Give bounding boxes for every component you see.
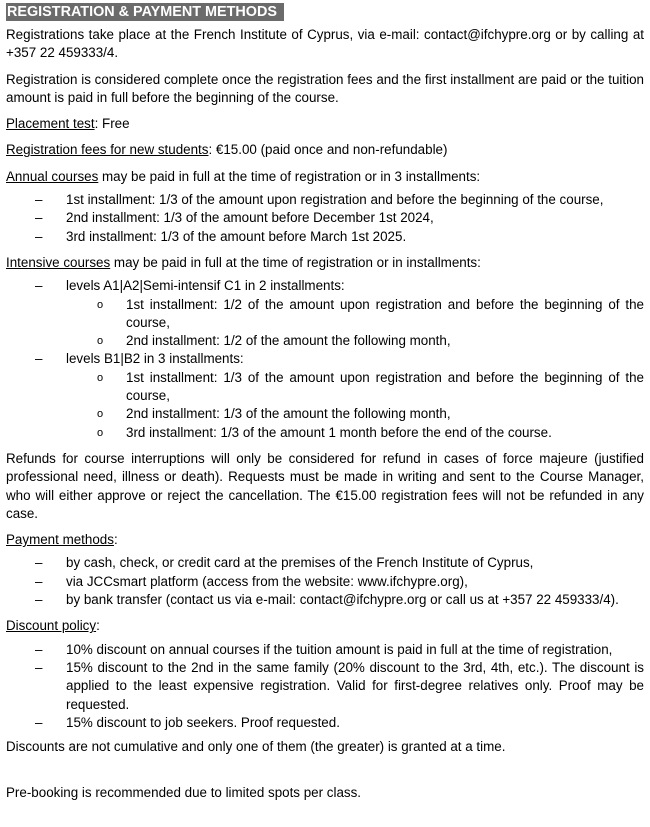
payment-methods-label: Payment methods <box>6 532 114 548</box>
circle-bullet: o <box>97 298 104 311</box>
payment-methods-list <box>6 554 644 609</box>
list-item <box>6 714 644 732</box>
list-item-text: 15% discount to job seekers. Proof requested. <box>66 714 340 730</box>
discount-policy-colon: : <box>96 618 100 634</box>
dash-bullet: – <box>35 659 43 675</box>
registration-complete-paragraph: Registration is considered complete once the registration fees and the first installment are paid or the tuition amount is paid in full before the beginning of the course. <box>6 71 644 105</box>
circle-bullet: o <box>97 408 104 421</box>
intro-paragraph: Registrations take place at the French Institute of Cyprus, via e-mail: contact@ifchypre.org or by calling at +357 22 459333/4. <box>6 27 644 61</box>
sub-list <box>6 369 644 442</box>
dash-bullet: – <box>35 641 43 657</box>
dash-bullet: – <box>35 351 43 367</box>
list-item <box>6 228 644 246</box>
list-item-text: levels A1|A2|Semi-intensif C1 in 2 installments: <box>66 278 345 294</box>
sub-list-item-text: 2nd installment: 1/3 of the amount the following month, <box>126 406 451 422</box>
list-item-text: 3rd installment: 1/3 of the amount before March 1st 2025. <box>66 228 407 244</box>
dash-bullet: – <box>35 573 43 589</box>
sub-list-item <box>6 332 644 350</box>
list-item-text: 1st installment: 1/3 of the amount upon registration and before the beginning of the course, <box>66 192 604 208</box>
intensive-courses-label: Intensive courses <box>6 254 111 270</box>
registration-fees-value: : €15.00 (paid once and non-refundable) <box>208 142 448 158</box>
dash-bullet: – <box>35 210 43 226</box>
intensive-courses-line <box>6 254 644 272</box>
list-item <box>6 591 644 609</box>
intensive-courses-text: may be paid in full at the time of registration or in installments: <box>110 254 481 270</box>
sub-list-item <box>6 369 644 406</box>
registration-fees-line <box>6 141 644 159</box>
annual-courses-text: may be paid in full at the time of registration or in 3 installments: <box>98 168 481 184</box>
list-item-text: via JCCsmart platform (access from the website: www.ifchypre.org), <box>66 573 468 589</box>
placement-test-value: : Free <box>94 116 130 132</box>
payment-methods-line <box>6 531 644 549</box>
sub-list-item <box>6 424 644 442</box>
circle-bullet: o <box>97 335 104 348</box>
section-title: REGISTRATION & PAYMENT METHODS <box>6 3 284 21</box>
discount-policy-line <box>6 617 644 635</box>
dash-bullet: – <box>35 228 43 244</box>
sub-list-item <box>6 296 644 333</box>
list-item-text: by bank transfer (contact us via e-mail: contact@ifchypre.org or call us at +357 22 459333/4). <box>66 592 619 608</box>
registration-fees-label: Registration fees for new students <box>6 142 209 158</box>
dash-bullet: – <box>35 278 43 294</box>
discount-policy-list <box>6 641 644 732</box>
list-item <box>6 641 644 659</box>
payment-methods-colon: : <box>113 532 118 548</box>
list-item-text: levels B1|B2 in 3 installments: <box>66 351 244 367</box>
placement-test-label: Placement test <box>6 116 95 132</box>
list-item <box>6 659 644 714</box>
list-item <box>6 209 644 227</box>
not-cumulative-paragraph: Discounts are not cumulative and only one of them (the greater) is granted at a time. <box>6 739 506 755</box>
sub-list-item-text: 2nd installment: 1/2 of the amount the following month, <box>126 333 451 349</box>
list-item <box>6 191 644 209</box>
annual-courses-line <box>6 168 644 186</box>
dash-bullet: – <box>35 714 43 730</box>
sub-list-item-text: 1st installment: 1/2 of the amount upon registration and before the beginning of the course, <box>126 296 644 330</box>
intensive-levels-list <box>6 277 644 442</box>
list-item-text: 2nd installment: 1/3 of the amount before December 1st 2024, <box>66 210 434 226</box>
dash-bullet: – <box>35 555 43 571</box>
list-item-text: by cash, check, or credit card at the premises of the French Institute of Cyprus, <box>66 555 534 571</box>
list-item <box>6 554 644 572</box>
sub-list <box>6 296 644 351</box>
annual-courses-label: Annual courses <box>6 168 99 184</box>
circle-bullet: o <box>97 426 104 439</box>
dash-bullet: – <box>35 192 43 208</box>
list-item-text: 15% discount to the 2nd in the same family (20% discount to the 3rd, 4th, etc.). The discount is applied to the least expensive registration. Valid for first-degree relatives only. Proof may be requested. <box>66 659 644 712</box>
sub-list-item-text: 3rd installment: 1/3 of the amount 1 month before the end of the course. <box>126 424 552 440</box>
dash-bullet: – <box>35 592 43 608</box>
list-item-text: 10% discount on annual courses if the tuition amount is paid in full at the time of registration, <box>66 641 613 657</box>
sub-list-item-text: 1st installment: 1/3 of the amount upon registration and before the beginning of the course, <box>126 369 644 404</box>
list-item <box>6 277 644 350</box>
list-item <box>6 573 644 591</box>
prebooking-paragraph: Pre-booking is recommended due to limited spots per class. <box>6 785 362 801</box>
refunds-paragraph: Refunds for course interruptions will only be considered for refund in cases of force majeure (justified professional need, illness or death). Requests must be made in writing and sent to the Course Manager, who will either approve or reject the cancellation. The €15.00 registration fees will not be refunded in any case. <box>6 450 644 521</box>
list-item <box>6 350 644 441</box>
sub-list-item <box>6 405 644 423</box>
discount-policy-label: Discount policy <box>6 618 97 634</box>
placement-test-line <box>6 115 644 133</box>
circle-bullet: o <box>97 371 104 384</box>
annual-installments-list <box>6 191 644 246</box>
